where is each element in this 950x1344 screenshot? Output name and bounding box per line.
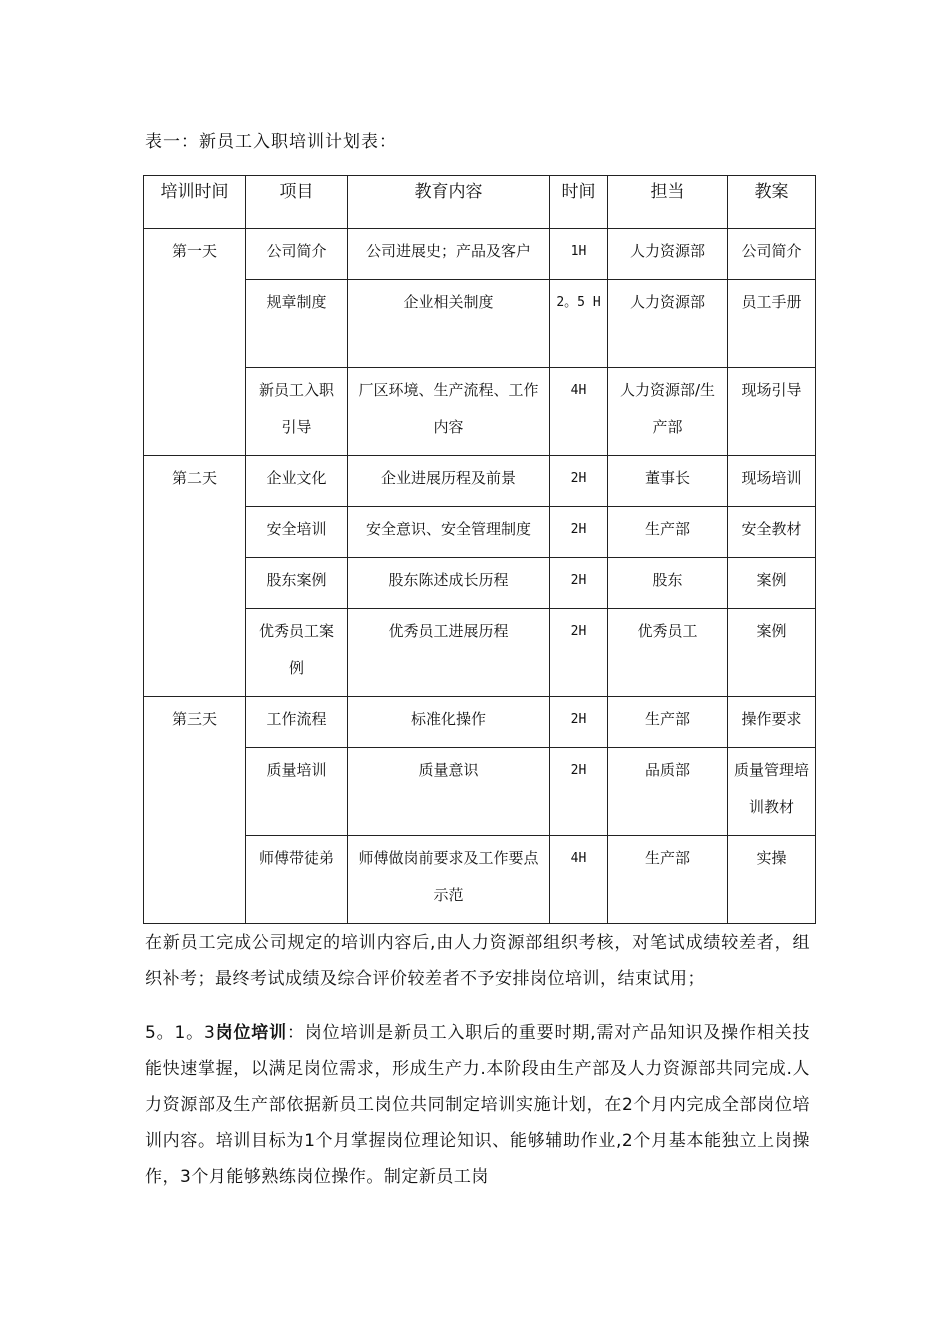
- content-cell: 企业相关制度: [348, 280, 550, 368]
- post-training-paragraph: [145, 1015, 810, 1195]
- table-row: [144, 456, 816, 507]
- header-content: 教育内容: [348, 176, 550, 229]
- owner-cell: 生产部: [608, 697, 728, 748]
- time-cell: 2H: [550, 697, 608, 748]
- item-cell: 优秀员工案例: [246, 609, 348, 697]
- day-cell: 第一天: [144, 229, 246, 456]
- item-cell: 规章制度: [246, 280, 348, 368]
- time-cell: 4H: [550, 836, 608, 924]
- time-cell: 2H: [550, 748, 608, 836]
- material-cell: 安全教材: [728, 507, 816, 558]
- day-cell: 第二天: [144, 456, 246, 697]
- content-cell: 师傅做岗前要求及工作要点示范: [348, 836, 550, 924]
- owner-cell: 股东: [608, 558, 728, 609]
- owner-cell: 董事长: [608, 456, 728, 507]
- section-number: 5。1。3: [145, 1023, 216, 1043]
- item-cell: 质量培训: [246, 748, 348, 836]
- content-cell: 公司进展史；产品及客户: [348, 229, 550, 280]
- item-cell: 股东案例: [246, 558, 348, 609]
- item-cell: 师傅带徒弟: [246, 836, 348, 924]
- content-cell: 质量意识: [348, 748, 550, 836]
- owner-cell: 人力资源部/生产部: [608, 368, 728, 456]
- time-cell: 2。5 H: [550, 280, 608, 368]
- item-cell: 安全培训: [246, 507, 348, 558]
- owner-cell: 人力资源部: [608, 229, 728, 280]
- material-cell: 现场培训: [728, 456, 816, 507]
- material-cell: 实操: [728, 836, 816, 924]
- content-cell: 安全意识、安全管理制度: [348, 507, 550, 558]
- content-cell: 标准化操作: [348, 697, 550, 748]
- content-cell: 厂区环境、生产流程、工作内容: [348, 368, 550, 456]
- header-item: 项目: [246, 176, 348, 229]
- table-row: [144, 229, 816, 280]
- material-cell: 公司简介: [728, 229, 816, 280]
- owner-cell: 生产部: [608, 507, 728, 558]
- owner-cell: 人力资源部: [608, 280, 728, 368]
- material-cell: 现场引导: [728, 368, 816, 456]
- training-plan-table: [143, 175, 816, 924]
- time-cell: 2H: [550, 456, 608, 507]
- table-header-row: [144, 176, 816, 229]
- header-duration: 时间: [550, 176, 608, 229]
- owner-cell: 品质部: [608, 748, 728, 836]
- header-training-time: 培训时间: [144, 176, 246, 229]
- material-cell: 操作要求: [728, 697, 816, 748]
- table-row: [144, 697, 816, 748]
- time-cell: 2H: [550, 507, 608, 558]
- item-cell: 企业文化: [246, 456, 348, 507]
- content-cell: 优秀员工进展历程: [348, 609, 550, 697]
- section-heading: 岗位培训: [215, 1023, 287, 1043]
- time-cell: 2H: [550, 609, 608, 697]
- header-material: 教案: [728, 176, 816, 229]
- time-cell: 1H: [550, 229, 608, 280]
- page-title: 表一：新员工入职培训计划表：: [145, 132, 397, 152]
- content-cell: 股东陈述成长历程: [348, 558, 550, 609]
- material-cell: 员工手册: [728, 280, 816, 368]
- time-cell: 4H: [550, 368, 608, 456]
- assessment-paragraph: 在新员工完成公司规定的培训内容后,由人力资源部组织考核，对笔试成绩较差者，组织补考；最终考试成绩及综合评价较差者不予安排岗位培训，结束试用；: [145, 933, 810, 989]
- owner-cell: 优秀员工: [608, 609, 728, 697]
- day-cell: 第三天: [144, 697, 246, 924]
- item-cell: 公司简介: [246, 229, 348, 280]
- material-cell: 案例: [728, 609, 816, 697]
- header-owner: 担当: [608, 176, 728, 229]
- time-cell: 2H: [550, 558, 608, 609]
- item-cell: 新员工入职引导: [246, 368, 348, 456]
- owner-cell: 生产部: [608, 836, 728, 924]
- material-cell: 案例: [728, 558, 816, 609]
- material-cell: 质量管理培训教材: [728, 748, 816, 836]
- content-cell: 企业进展历程及前景: [348, 456, 550, 507]
- section-body: ：岗位培训是新员工入职后的重要时期,需对产品知识及操作相关技能快速掌握，以满足岗位需求，形成生产力.本阶段由生产部及人力资源部共同完成.人力资源部及生产部依据新员工岗位共同制定培训实施计划，在2个月内完成全部岗位培训内容。培训目标为1个月掌握岗位理论知识、能够辅助作业,2个月基本能独立上岗操作，3个月能够熟练岗位操作。制定新员工岗: [145, 1023, 811, 1187]
- item-cell: 工作流程: [246, 697, 348, 748]
